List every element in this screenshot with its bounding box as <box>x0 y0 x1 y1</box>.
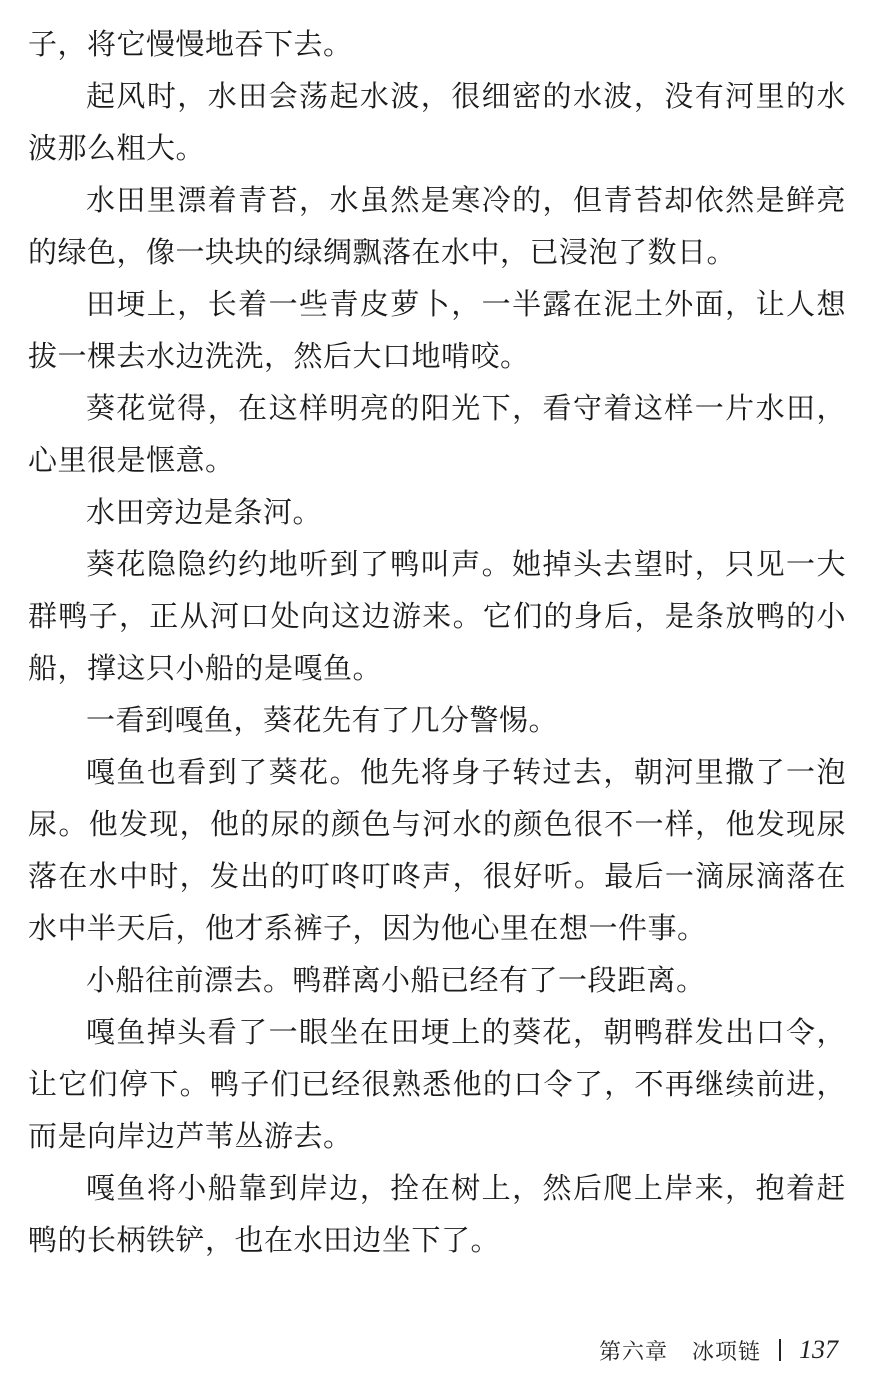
page-body <box>28 18 846 1266</box>
paragraph: 嘎鱼将小船靠到岸边，拴在树上，然后爬上岸来，抱着赶鸭的长柄铁铲，也在水田边坐下了。 <box>28 1171 846 1257</box>
footer-divider <box>779 1339 781 1361</box>
page-footer <box>599 1330 838 1370</box>
chapter-label: 第六章 <box>598 1339 668 1365</box>
page-number: 137 <box>799 1335 838 1364</box>
paragraph: 葵花隐隐约约地听到了鸭叫声。她掉头去望时，只见一大群鸭子，正从河口处向这边游来。它们的身后，是条放鸭的小船，撑这只小船的是嘎鱼。 <box>28 547 846 685</box>
paragraph: 起风时，水田会荡起水波，很细密的水波，没有河里的水波那么粗大。 <box>28 79 846 165</box>
paragraph: 小船往前漂去。鸭群离小船已经有了一段距离。 <box>86 963 706 997</box>
paragraph: 嘎鱼也看到了葵花。他先将身子转过去，朝河里撒了一泡尿。他发现，他的尿的颜色与河水的颜色很不一样，他发现尿落在水中时，发出的叮咚叮咚声，很好听。最后一滴尿滴落在水中半天后，他才系裤子，因为他心里在想一件事。 <box>28 755 846 945</box>
paragraph: 水田里漂着青苔，水虽然是寒冷的，但青苔却依然是鲜亮的绿色，像一块块的绿绸飘落在水中，已浸泡了数日。 <box>28 183 846 269</box>
paragraph: 水田旁边是条河。 <box>86 495 323 529</box>
chapter-title: 冰项链 <box>691 1339 761 1365</box>
paragraph: 子，将它慢慢地吞下去。 <box>28 27 353 61</box>
paragraph: 葵花觉得，在这样明亮的阳光下，看守着这样一片水田，心里很是惬意。 <box>28 391 846 477</box>
paragraph: 嘎鱼掉头看了一眼坐在田埂上的葵花，朝鸭群发出口令，让它们停下。鸭子们已经很熟悉他的口令了，不再继续前进，而是向岸边芦苇丛游去。 <box>28 1015 846 1153</box>
paragraph: 田埂上，长着一些青皮萝卜，一半露在泥土外面，让人想拔一棵去水边洗洗，然后大口地啃咬。 <box>28 287 846 373</box>
paragraph: 一看到嘎鱼，葵花先有了几分警惕。 <box>86 703 559 737</box>
